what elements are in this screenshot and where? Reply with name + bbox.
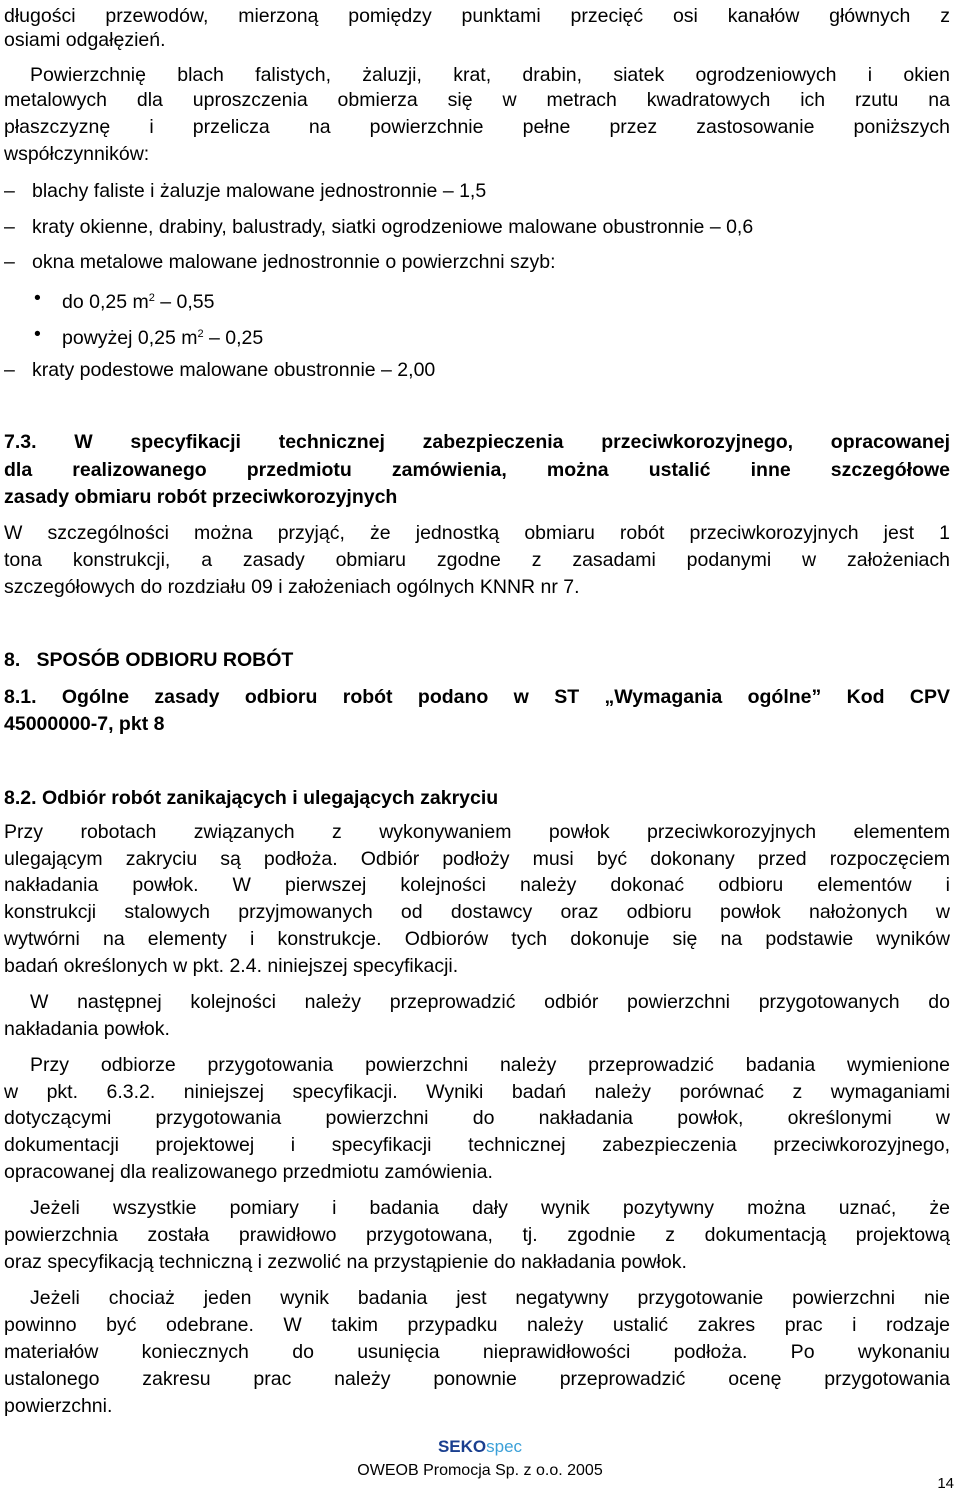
text-line: materiałów koniecznych do usunięcia nieprawidłowości podłoża. Po wykonaniu (4, 1341, 950, 1363)
section-title-8: 8. SPOSÓB ODBIORU ROBÓT (4, 649, 294, 671)
bullet-text-post: – 0,25 (203, 327, 264, 349)
text-line: osiami odgałęzień. (4, 29, 166, 51)
section-heading-7-3: zasady obmiaru robót przeciwkorozyjnych (4, 486, 398, 508)
dash-marker: – (4, 359, 15, 381)
bullet-text-pre: do 0,25 m (62, 291, 149, 313)
text-line: ustalonego zakresu prac należy ponownie przeprowadzić ocenę przygotowania (4, 1368, 950, 1390)
text-line: dokumentacji projektowej i specyfikacji technicznej zabezpieczenia przeciwkorozyjnego, (4, 1134, 950, 1156)
text-line: metalowych dla uproszczenia obmierza się w metrach kwadratowych ich rzutu na (4, 89, 950, 111)
text-line: Jeżeli wszystkie pomiary i badania dały wynik pozytywny można uznać, że (30, 1197, 950, 1219)
list-item (4, 250, 950, 274)
text-line: Przy robotach związanych z wykonywaniem powłok przeciwkorozyjnych elementem (4, 821, 950, 843)
text-line: powierzchnia została prawidłowo przygotowana, tj. zgodnie z dokumentacją projektową (4, 1224, 950, 1246)
sekospec-logo (0, 1436, 960, 1458)
text-line: powierzchni. (4, 1395, 113, 1417)
section-heading-8-1: 8.1. Ogólne zasady odbioru robót podano w ST „Wymagania ogólne” Kod CPV (4, 686, 950, 708)
list-item-text: kraty podestowe malowane obustronnie – 2,00 (32, 359, 436, 381)
list-item (4, 215, 950, 239)
bullet-text (62, 322, 263, 350)
bullet-text-post: – 0,55 (154, 291, 215, 313)
text-line: Powierzchnię blach falistych, żaluzji, krat, drabin, siatek ogrodzeniowych i okien (30, 64, 950, 86)
dash-marker: – (4, 216, 15, 238)
text-line: wytwórni na elementy i konstrukcje. Odbiorów tych dokonuje się na podstawie wyników (4, 928, 950, 950)
text-line: tona konstrukcji, a zasady obmiaru zgodne z zasadami podanymi w założeniach (4, 549, 950, 571)
text-line: płaszczyznę i przelicza na powierzchnie pełne przez zastosowanie poniższych (4, 116, 950, 138)
section-heading-8-1: 45000000-7, pkt 8 (4, 713, 165, 735)
dash-marker: – (4, 251, 15, 273)
bullet-text (62, 286, 215, 314)
footer-copyright: OWEOB Promocja Sp. z o.o. 2005 (357, 1462, 603, 1479)
section-heading-7-3: dla realizowanego przedmiotu zamówienia, można ustalić inne szczegółowe (4, 459, 950, 481)
section-heading-8-2: 8.2. Odbiór robót zanikających i ulegających zakryciu (4, 787, 499, 809)
text-line: badań określonych w pkt. 2.4. niniejszej specyfikacji. (4, 955, 459, 977)
list-item-text: kraty okienne, drabiny, balustrady, siatki ogrodzeniowe malowane obustronnie – 0,6 (32, 216, 754, 238)
text-line: dotyczącymi przygotowania powierzchni do nakładania powłok, określonymi w (4, 1107, 950, 1129)
text-line: konstrukcji stalowych przyjmowanych od dostawcy oraz odbioru powłok nałożonych w (4, 901, 950, 923)
list-item (4, 358, 950, 382)
text-line: opracowanej dla realizowanego przedmiotu zamówienia. (4, 1161, 493, 1183)
text-line: współczynników: (4, 143, 150, 165)
text-line: oraz specyfikacją techniczną i zezwolić na przystąpienie do nakładania powłok. (4, 1251, 687, 1273)
text-line: nakładania powłok. (4, 1018, 170, 1040)
logo-part-spec: spec (486, 1437, 523, 1456)
text-line: Jeżeli chociaż jeden wynik badania jest negatywny przygotowanie powierzchni nie (30, 1287, 950, 1309)
list-item-text: okna metalowe malowane jednostronnie o powierzchni szyb: (32, 251, 556, 273)
bullet-marker: • (34, 323, 41, 345)
dash-marker: – (4, 180, 15, 202)
text-line: długości przewodów, mierzoną pomiędzy punktami przecięć osi kanałów głównych z (4, 5, 950, 27)
text-line: ulegającym zakryciu są podłoża. Odbiór podłoży musi być dokonany przed rozpoczęciem (4, 848, 950, 870)
text-line: W następnej kolejności należy przeprowadzić odbiór powierzchni przygotowanych do (30, 991, 950, 1013)
logo-part-seko: SEKO (437, 1437, 487, 1456)
superscript: 2 (197, 328, 204, 340)
list-item-text: blachy faliste i żaluzje malowane jednostronnie – 1,5 (32, 180, 487, 202)
text-line: powinno być odebrane. W takim przypadku należy ustalić zakres prac i rodzaje (4, 1314, 950, 1336)
list-item (4, 179, 950, 203)
text-line: w pkt. 6.3.2. niniejszej specyfikacji. Wyniki badań należy porównać z wymaganiami (4, 1081, 950, 1103)
text-line: nakładania powłok. W pierwszej kolejności należy dokonać odbioru elementów i (4, 874, 950, 896)
page-number: 14 (937, 1475, 954, 1492)
text-line: szczegółowych do rozdziału 09 i założeniach ogólnych KNNR nr 7. (4, 576, 580, 598)
text-line: Przy odbiorze przygotowania powierzchni należy przeprowadzić badania wymienione (30, 1054, 950, 1076)
bullet-text-pre: powyżej 0,25 m (62, 327, 198, 349)
bullet-marker: • (34, 287, 41, 309)
superscript: 2 (148, 292, 155, 304)
text-line: W szczególności można przyjąć, że jednostką obmiaru robót przeciwkorozyjnych jest 1 (4, 522, 950, 544)
section-heading-7-3: 7.3. W specyfikacji technicznej zabezpieczenia przeciwkorozyjnego, opracowanej (4, 431, 950, 453)
